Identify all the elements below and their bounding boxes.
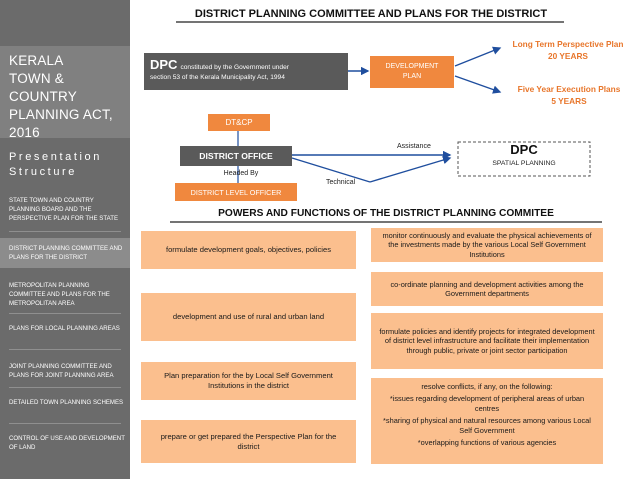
power-plan-preparation: Plan preparation for the by Local Self Government Institutions in the district — [141, 362, 356, 400]
dpc-constitution-text1: constituted by the Government under — [180, 64, 289, 71]
sidebar-item-land-use-control[interactable]: CONTROL OF USE AND DEVELOPMENT OF LAND — [9, 435, 125, 452]
technical-arrow — [370, 158, 450, 182]
power-infrastructure: formulate policies and identify projects for integrated development of district level infrastructure and facilitate their implementation through public, private or joint sector participation — [371, 313, 603, 369]
power-land-use: development and use of rural and urban land — [141, 293, 356, 341]
long-term-plan — [498, 38, 638, 62]
power-perspective-plan: prepare or get prepared the Perspective Plan for the district — [141, 420, 356, 463]
development-plan-box: DEVELOPMENT PLAN — [370, 56, 454, 88]
plan-to-longterm-arrow — [455, 48, 500, 66]
headed-by-label: Headed By — [223, 170, 259, 177]
five-year-plan-years: 5 YEARS — [551, 96, 587, 106]
powers-title: POWERS AND FUNCTIONS OF THE DISTRICT PLANNING COMMITEE — [218, 208, 554, 219]
dpc-constitution-box — [144, 53, 348, 90]
power-coordinate: co-ordinate planning and development activities among the Government departments — [371, 272, 603, 306]
assistance-label: Assistance — [397, 143, 431, 150]
power-goals: formulate development goals, objectives, policies — [141, 231, 356, 269]
five-year-plan — [500, 83, 638, 107]
sidebar-item-district-planning[interactable]: DISTRICT PLANNING COMMITTEE AND PLANS FOR THE DISTRICT — [0, 238, 130, 268]
district-officer-box: DISTRICT LEVEL OFFICER — [175, 183, 297, 201]
dpc-target-abbr: DPC — [510, 142, 538, 157]
dpc-spatial-planning — [458, 142, 590, 167]
dpc-constitution-text2: section 53 of the Kerala Municipality Act, 1994 — [150, 74, 285, 81]
resolve-point: *issues regarding development of peripheral areas of urban centres — [389, 394, 585, 413]
sidebar-item-joint-planning[interactable]: JOINT PLANNING COMMITTEE AND PLANS FOR JOINT PLANNING AREA — [9, 363, 114, 380]
sidebar-item-metropolitan[interactable]: METROPOLITAN PLANNING COMMITTEE AND PLANS FOR THE METROPOLITAN AREA — [9, 282, 110, 308]
diagram-title: DISTRICT PLANNING COMMITTEE AND PLANS FOR THE DISTRICT — [194, 8, 548, 20]
resolve-point: *sharing of physical and natural resources among various Local Self Government — [383, 416, 591, 435]
sidebar-heading: Presentation Structure — [9, 151, 102, 178]
power-resolve-conflicts — [371, 378, 603, 464]
district-office-box: DISTRICT OFFICE — [180, 146, 292, 166]
sidebar-title: KERALA TOWN & COUNTRY PLANNING ACT, 2016 — [9, 53, 113, 140]
five-year-plan-label: Five Year Execution Plans — [517, 84, 621, 94]
sidebar-item-town-planning-schemes[interactable]: DETAILED TOWN PLANNING SCHEMES — [9, 399, 124, 406]
resolve-heading: resolve conflicts, if any, on the following: — [421, 382, 553, 391]
plan-to-fiveyear-arrow — [455, 76, 500, 92]
long-term-plan-years: 20 YEARS — [548, 51, 588, 61]
sidebar-item-state-board[interactable]: STATE TOWN AND COUNTRY PLANNING BOARD AND THE PERSPECTIVE PLAN FOR THE STATE — [9, 197, 119, 223]
long-term-plan-label: Long Term Perspective Plan — [512, 39, 624, 49]
dpc-abbr: DPC — [150, 57, 178, 72]
dpc-target-sub: SPATIAL PLANNING — [492, 160, 556, 167]
dtcp-box: DT&CP — [208, 114, 270, 131]
sidebar-item-local-planning[interactable]: PLANS FOR LOCAL PLANNING AREAS — [9, 325, 120, 332]
technical-label: Technical — [326, 179, 356, 186]
resolve-point: *overlapping functions of various agencies — [417, 438, 557, 448]
power-monitor: monitor continuously and evaluate the physical achievements of the investments made by the various Local Self Government Institutions — [371, 228, 603, 262]
